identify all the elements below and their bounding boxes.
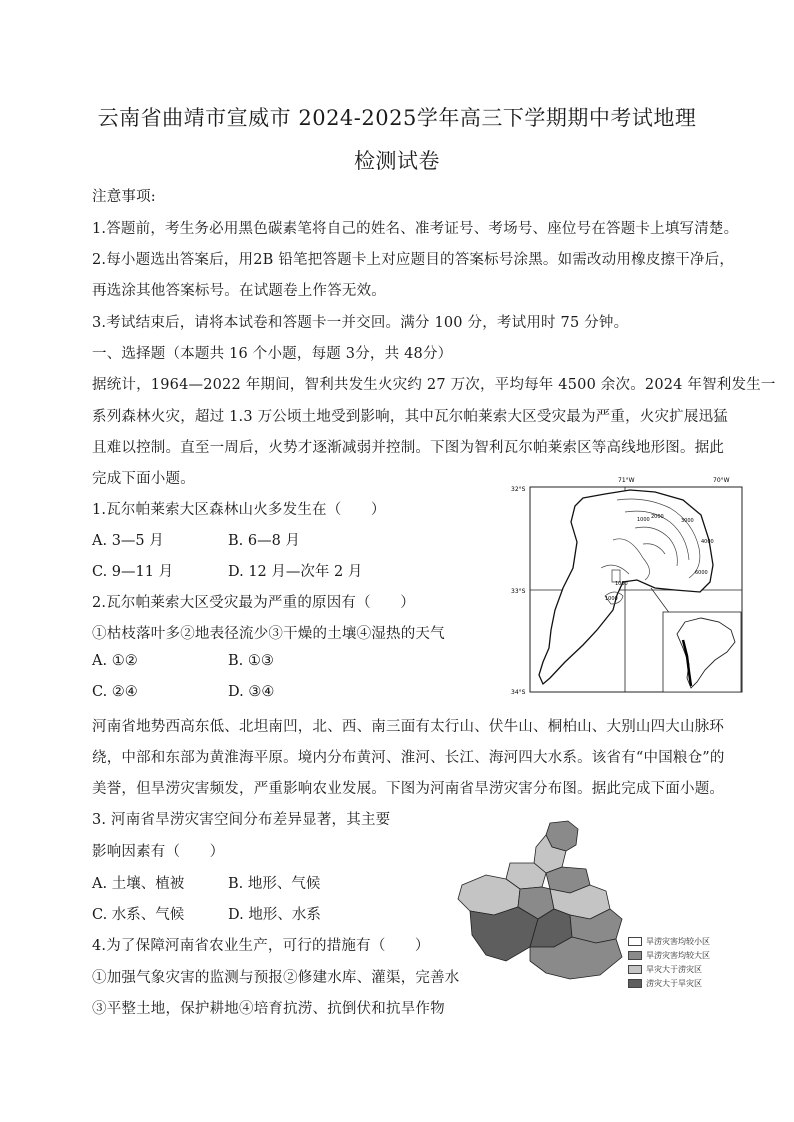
contour-label-3000: 3000 [681, 518, 694, 524]
notice-item-1: 1.答题前，考生务必用黑色碳素笔将自己的姓名、准考证号、考场号、座位号在答题卡上填写清楚。 [92, 221, 739, 237]
q3-option-b: B. 地形、气候 [228, 876, 321, 892]
passage1-line1: 据统计，1964—2022 年期间，智利共发生火灾约 27 万次，平均每年 4500 余次。2024 年智利发生一 [92, 377, 776, 393]
contour-label-1000b: 1000 [615, 581, 628, 587]
lon-label-70w: 70°W [713, 477, 730, 484]
legend-swatch-3 [628, 965, 642, 974]
q2-option-a: A. ①② [92, 653, 138, 669]
passage2-line3: 美誉，但旱涝灾害频发，严重影响农业发展。下图为河南省旱涝灾害分布图。据此完成下面小题。 [92, 781, 725, 797]
q1-option-b: B. 6—8 月 [228, 533, 300, 549]
q4-statements-line2: ③平整土地，保护耕地④培育抗涝、抗倒伏和抗旱作物 [92, 1001, 445, 1017]
legend-label-1: 旱涝灾害均较小区 [646, 937, 710, 946]
contour-label-2000: 2000 [651, 514, 664, 520]
passage1-line2: 系列森林火灾，超过 1.3 万公顷土地受到影响，其中瓦尔帕莱索大区受灾最为严重，火灾扩展迅猛 [92, 409, 728, 425]
notice-item-2b: 再选涂其他答案标号。在试题卷上作答无效。 [92, 283, 386, 299]
q3-option-a: A. 土壤、植被 [92, 876, 185, 892]
legend-swatch-1 [628, 937, 642, 946]
q2-statements: ①枯枝落叶多②地表径流少③干燥的土壤④湿热的天气 [92, 626, 445, 642]
q2-option-c: C. ②④ [92, 684, 138, 700]
q1-option-a: A. 3—5 月 [92, 533, 164, 549]
contour-label-1000: 1000 [637, 517, 650, 523]
legend-swatch-4 [628, 979, 642, 988]
q4-stem: 4.为了保障河南省农业生产，可行的措施有（ ） [92, 938, 430, 954]
contour-label-4000: 4000 [701, 539, 714, 545]
q1-option-d: D. 12 月—次年 2 月 [228, 564, 363, 580]
henan-map-svg [450, 815, 635, 995]
notice-heading: 注意事项: [92, 189, 156, 205]
q3-option-d: D. 地形、水系 [228, 907, 321, 923]
contour-label-1000c: 1000 [605, 596, 618, 602]
legend-label-2: 旱涝灾害均较大区 [646, 951, 710, 960]
passage1-line4: 完成下面小题。 [92, 471, 195, 487]
contour-label-6000: 6000 [695, 570, 708, 576]
notice-item-3: 3.考试结束后，请将本试卷和答题卡一并交回。满分 100 分，考试用时 75 分钟。 [92, 315, 629, 331]
legend-item-4 [628, 978, 702, 989]
contour-map-svg [505, 470, 745, 700]
q2-option-d: D. ③④ [228, 684, 275, 700]
henan-disaster-map [450, 815, 635, 995]
q3-stem-line1: 3. 河南省旱涝灾害空间分布差异显著，其主要 [92, 812, 391, 828]
lat-label-32s: 32°S [511, 486, 526, 493]
legend-item-2 [628, 950, 710, 961]
legend-item-3 [628, 964, 702, 975]
q3-stem-line2: 影响因素有（ ） [92, 844, 225, 860]
passage2-line1: 河南省地势西高东低、北坦南凹，北、西、南三面有太行山、伏牛山、桐柏山、大别山四大山脉环 [92, 719, 725, 735]
region-southwest [470, 907, 538, 961]
passage2-line2: 绕，中部和东部为黄淮海平原。境内分布黄河、淮河、长江、海河四大水系。该省有“中国粮仓”的 [92, 750, 725, 766]
q3-option-c: C. 水系、气候 [92, 907, 185, 923]
notice-item-2a: 2.每小题选出答案后，用2B 铅笔把答题卡上对应题目的答案标号涂黑。如需改动用橡皮擦干净后， [92, 252, 735, 268]
exam-title-line1: 云南省曲靖市宣威市 2024-2025学年高三下学期期中考试地理 [97, 106, 697, 130]
exam-title-line2: 检测试卷 [354, 149, 440, 173]
legend-item-1 [628, 936, 710, 947]
q4-statements-line1: ①加强气象灾害的监测与预报②修建水库、灌渠，完善水 [92, 970, 460, 986]
lat-label-34s: 34°S [511, 689, 526, 696]
q1-option-c: C. 9—11 月 [92, 564, 174, 580]
passage1-line3: 且难以控制。直至一周后，火势才逐渐减弱并控制。下图为智利瓦尔帕莱索区等高线地形图。据此 [92, 440, 725, 456]
valparaiso-contour-map [505, 470, 745, 700]
q1-stem: 1.瓦尔帕莱索大区森林山火多发生在（ ） [92, 502, 386, 518]
lat-label-33s: 33°S [511, 588, 526, 595]
legend-label-3: 旱灾大于涝灾区 [646, 965, 702, 974]
legend-label-4: 涝灾大于旱灾区 [646, 979, 702, 988]
q2-stem: 2.瓦尔帕莱索大区受灾最为严重的原因有（ ） [92, 595, 415, 611]
q2-option-b: B. ①③ [228, 653, 274, 669]
section-heading: 一、选择题（本题共 16 个小题，每题 3分，共 48分） [92, 346, 453, 362]
lon-label-71w: 71°W [618, 477, 635, 484]
legend-swatch-2 [628, 951, 642, 960]
